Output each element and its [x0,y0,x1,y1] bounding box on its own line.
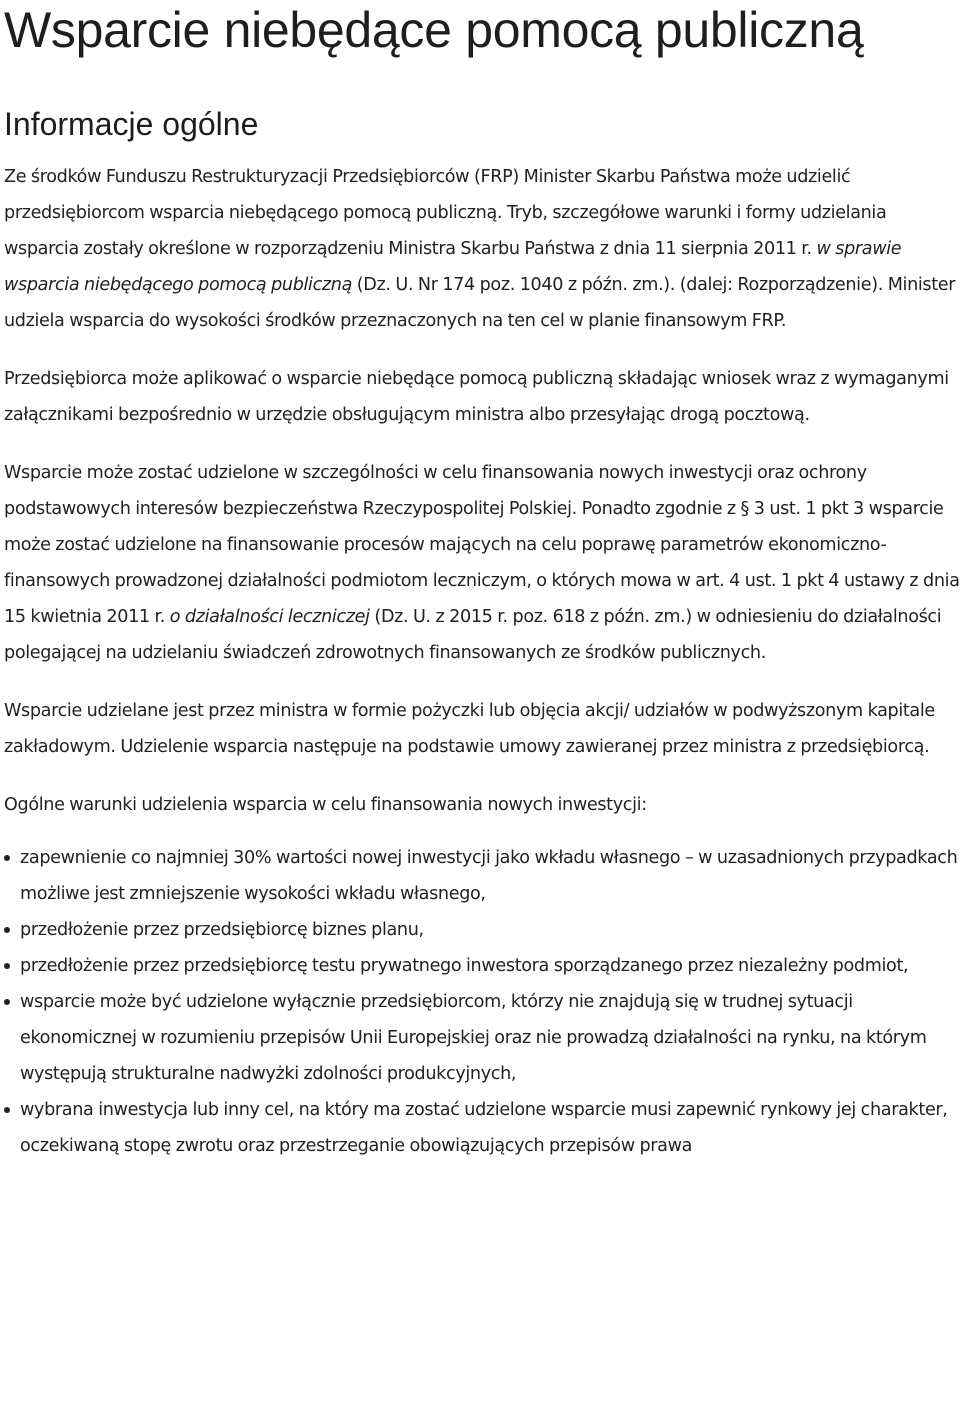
bullet-icon [4,855,10,861]
list-item [4,984,960,1092]
list-item-text: wybrana inwestycja lub inny cel, na który ma zostać udzielone wsparcie musi zapewnić rynkowy jej charakter, oczekiwaną stopę zwrotu oraz przestrzeganie obowiązujących przepisów prawa [20,1100,948,1156]
article-body [4,159,960,1164]
list-item-text: zapewnienie co najmniej 30% wartości nowej inwestycji jako wkładu własnego – w uzasadnionych przypadkach możliwe jest zmniejszenie wysokości wkładu własnego, [20,848,958,904]
list-item-text: wsparcie może być udzielone wyłącznie przedsiębiorcom, którzy nie znajdują się w trudnej sytuacji ekonomicznej w rozumieniu przepisów Unii Europejskiej oraz nie prowadzą działalności na rynku, na którym występują strukturalne nadwyżki zdolności produkcyjnych, [20,992,927,1084]
paragraph-conditions-intro: Ogólne warunki udzielenia wsparcia w celu finansowania nowych inwestycji: [4,795,647,815]
paragraph-text: Ze środków Funduszu Restrukturyzacji Przedsiębiorców (FRP) Minister Skarbu Państwa może udzielić przedsiębiorcom wsparcia niebędącego pomocą publiczną. Tryb, szczegółowe warunki i formy udzielania wsparcia zostały określone w rozporządzeniu Ministra Skarbu Państwa z dnia 11 sierpnia 2011 r. [4,167,887,259]
bullet-icon [4,927,10,933]
page-content [4,0,960,1164]
paragraph-forms: Wsparcie udzielane jest przez ministra w formie pożyczki lub objęcia akcji/ udziałów w podwyższonym kapitale zakładowym. Udzielenie wsparcia następuje na podstawie umowy zawieranej przez ministra z przedsiębiorcą. [4,701,935,757]
paragraph-frp-intro [4,159,960,339]
paragraph-text: (Dz. U. z 2015 r. poz. 618 z późn. zm.) w odniesieniu do działalności polegającej na udzielaniu świadczeń zdrowotnych finansowanych ze środków publicznych. [4,607,942,663]
list-item-text: przedłożenie przez przedsiębiorcę biznes planu, [20,920,424,940]
conditions-list [4,840,960,1164]
paragraph-purposes [4,455,960,671]
bullet-icon [4,999,10,1005]
act-title: o działalności leczniczej [169,607,370,627]
list-item [4,840,960,912]
bullet-icon [4,963,10,969]
list-item [4,948,960,984]
section-heading: Informacje ogólne [4,106,259,142]
bullet-icon [4,1107,10,1113]
list-item [4,1092,960,1164]
list-item [4,912,960,948]
paragraph-text: Wsparcie może zostać udzielone w szczególności w celu finansowania nowych inwestycji oraz ochrony podstawowych interesów bezpieczeństwa Rzeczypospolitej Polskiej. Ponadto zgodnie z § 3 ust. 1 pkt 3 wsparcie może zostać udzielone na finansowanie procesów mających na celu poprawę parametrów ekonomiczno-finansowych prowadzonej działalności podmiotom leczniczym, o których mowa w art. 4 ust. 1 pkt 4 ustawy z dnia 15 kwietnia 2011 r. [4,463,960,627]
list-item-text: przedłożenie przez przedsiębiorcę testu prywatnego inwestora sporządzanego przez niezależny podmiot, [20,956,909,976]
paragraph-text: (Dz. U. Nr 174 poz. 1040 z późn. zm.). (dalej: Rozporządzenie). Minister udziela wsparcia do wysokości środków przeznaczonych na ten cel w planie finansowym FRP. [4,275,956,331]
regulation-title: w sprawie wsparcia niebędącego pomocą publiczną [4,239,902,295]
page-title: Wsparcie niebędące pomocą publiczną [4,2,864,58]
paragraph-application: Przedsiębiorca może aplikować o wsparcie niebędące pomocą publiczną składając wniosek wraz z wymaganymi załącznikami bezpośrednio w urzędzie obsługującym ministra albo przesyłając drogą pocztową. [4,369,949,425]
